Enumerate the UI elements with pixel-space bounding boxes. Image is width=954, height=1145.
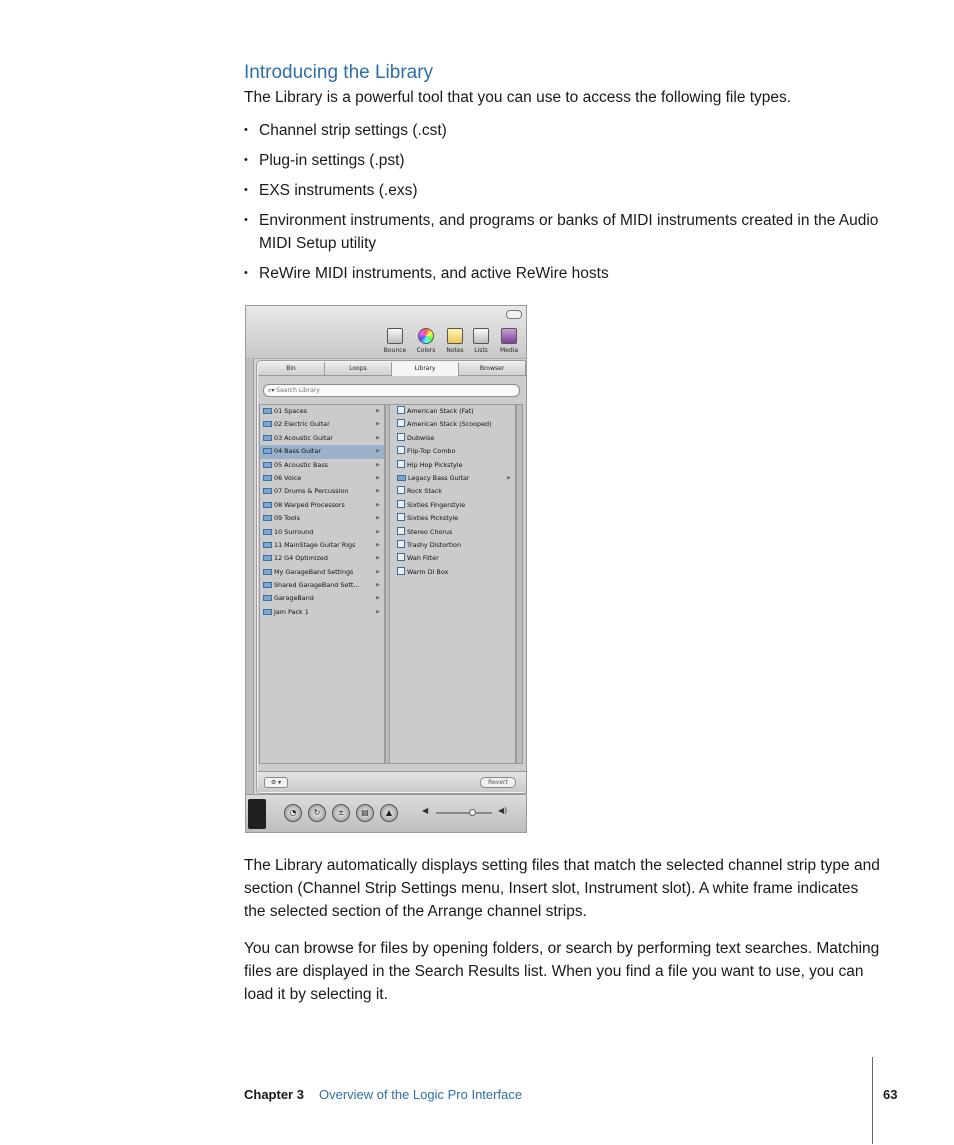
folder-label: 03 Acoustic Guitar [274,433,333,442]
document-icon: ▤ [361,808,369,817]
folder-label: Shared GarageBand Sett… [274,581,360,590]
folder-label: 09 Tools [274,514,300,523]
media-tabs [258,362,526,376]
folder-icon [263,435,272,441]
list-item: • EXS instruments (.exs) [244,179,884,202]
folder-icon [263,515,272,521]
setting-label: Sixties Pickstyle [407,514,459,523]
colors-icon [418,328,434,344]
chevron-right-icon: ▶ [376,582,380,589]
media-toggle-button[interactable] [356,804,374,822]
media-button[interactable] [494,328,524,354]
folder-icon [263,555,272,561]
setting-item[interactable] [390,472,515,485]
setting-label: Warm DI Box [407,567,449,576]
folder-item[interactable] [260,432,384,445]
arrange-area-edge [246,358,254,798]
tuner-icon: ◔ [289,808,297,817]
setting-label: Trashy Distortion [407,540,462,549]
folder-label: My GarageBand Settings [274,567,354,576]
tab-loops[interactable]: Loops [325,362,392,376]
setting-item[interactable] [390,432,515,445]
folder-label: 05 Acoustic Bass [274,460,329,469]
folder-icon [263,609,272,615]
setting-item[interactable] [390,539,515,552]
folder-icon [263,421,272,427]
channel-strip-setting-icon [397,527,405,535]
folder-item[interactable] [260,539,384,552]
folder-label: 01 Spaces [274,407,307,415]
folder-item[interactable] [260,499,384,512]
folder-label: GarageBand [274,594,314,603]
channel-strip-setting-icon [397,486,405,494]
media-icon [501,328,517,344]
bounce-button[interactable] [380,328,410,354]
search-icon: ⌕▾ [268,387,275,394]
folder-item[interactable] [260,512,384,525]
folder-icon [263,529,272,535]
speaker-low-icon: ◀ [422,806,429,815]
chevron-right-icon: ▶ [376,434,380,441]
channel-strip-setting-icon [397,567,405,575]
channel-strip-setting-icon [397,446,405,454]
list-item: • ReWire MIDI instruments, and active ReWire hosts [244,262,884,285]
folder-label: 10 Surround [274,527,314,536]
chevron-right-icon: ▶ [376,488,380,495]
lcd-display [248,799,266,829]
folder-icon [263,462,272,468]
search-placeholder: Search Library [276,387,320,394]
bounce-label: Bounce [383,347,407,354]
setting-label: Flip-Top Combo [407,447,456,456]
notes-label: Notes [446,347,464,354]
folder-icon [263,488,272,494]
setting-item[interactable] [390,485,515,498]
volume-slider-knob[interactable] [469,809,476,816]
setting-label: Rock Stack [407,487,443,496]
chevron-right-icon: ▶ [376,608,380,615]
setting-label: Wah Filter [407,554,439,563]
revert-button[interactable]: Revert [480,777,516,788]
folder-label: 11 MainStage Guitar Rigs [274,540,356,549]
section-heading: Introducing the Library [244,62,434,83]
setting-item[interactable] [390,566,515,579]
setting-item[interactable] [390,526,515,539]
folder-item[interactable] [260,526,384,539]
setting-item[interactable] [390,512,515,525]
colors-label: Colors [416,347,436,354]
page-number: 63 [883,1087,898,1102]
volume-slider[interactable] [436,812,492,814]
footer-chapter: Chapter 3 [244,1087,304,1102]
folder-item[interactable] [260,566,384,579]
setting-label: Stereo Chorus [407,527,453,536]
notes-icon [447,328,463,344]
tab-browser[interactable]: Browser [459,362,526,376]
chevron-right-icon: ▶ [376,541,380,548]
folder-icon [263,502,272,508]
tuner-button[interactable] [284,804,302,822]
folder-item[interactable] [260,418,384,431]
footer-chapter-title: Overview of the Logic Pro Interface [319,1087,523,1102]
list-item: • Channel strip settings (.cst) [244,119,884,142]
setting-label: Hip Hop Pickstyle [407,460,463,469]
cycle-button[interactable] [308,804,326,822]
folder-column [259,404,385,764]
setting-label: American Stack (Scooped) [407,420,492,429]
folder-item[interactable] [260,472,384,485]
cycle-icon: ↻ [313,808,321,817]
channel-strip-setting-icon [397,433,405,441]
chevron-right-icon: ▶ [376,461,380,468]
speaker-high-icon: ◀) [498,806,508,815]
toolbar-toggle-button[interactable] [506,310,522,319]
folder-item[interactable] [260,485,384,498]
list-item: • Environment instruments, and programs or banks of MIDI instruments created in the Audio MIDI Setup utility [244,209,884,255]
channel-strip-setting-icon [397,513,405,521]
chevron-right-icon: ▶ [376,421,380,428]
channel-strip-setting-icon [397,460,405,468]
folder-label: 08 Warped Processors [274,500,345,509]
colors-button[interactable] [411,328,441,354]
library-bottom-bar [258,771,526,792]
folder-label: 06 Voice [274,473,302,482]
chevron-right-icon: ▶ [376,474,380,481]
channel-strip-setting-icon [397,419,405,427]
channel-strip-setting-icon [397,553,405,561]
list-item: • Plug-in settings (.pst) [244,149,884,172]
setting-item[interactable] [390,418,515,431]
paragraph-library-browse: You can browse for files by opening folders, or search by performing text searches. Matching files are displayed in the Search Results list. When you find a file you want to use, you can load it by selecting it. [244,940,880,1003]
folder-icon [263,542,272,548]
folder-item[interactable] [260,579,384,592]
settings-column-scrollbar[interactable] [516,404,523,764]
folder-icon [263,408,272,414]
intro-text: The Library is a powerful tool that you can use to access the following file types. [244,89,792,106]
folder-label: 02 Electric Guitar [274,420,330,429]
tab-bin[interactable]: Bin [258,362,325,376]
tab-library[interactable]: Library [392,362,459,376]
folder-label: 12 G4 Optimized [274,554,328,563]
gear-icon: ⚙ ▾ [270,779,282,786]
count-in-icon: ± [337,808,345,817]
lists-label: Lists [474,347,488,354]
chevron-right-icon: ▶ [376,528,380,535]
setting-item[interactable] [390,499,515,512]
search-library-field[interactable] [263,384,520,397]
bounce-icon [387,328,403,344]
chevron-right-icon: ▶ [507,474,511,481]
folder-icon [263,569,272,575]
media-label: Media [499,347,519,354]
channel-strip-setting-icon [397,540,405,548]
setting-item[interactable] [390,552,515,565]
folder-icon [263,448,272,454]
setting-label: Sixties Fingerstyle [407,500,466,509]
setting-item[interactable] [390,445,515,458]
chevron-right-icon: ▶ [376,568,380,575]
channel-strip-setting-icon [397,406,405,414]
metronome-icon: ▲ [385,808,393,817]
setting-label: Legacy Bass Guitar [408,473,470,482]
folder-item[interactable] [260,606,384,619]
setting-label: Dubwise [407,433,435,442]
folder-item[interactable] [260,592,384,605]
library-panel [257,361,527,793]
chevron-right-icon: ▶ [376,448,380,455]
paragraph-library-display: The Library automatically displays setting files that match the selected channel strip type and section (Channel Strip Settings menu, Insert slot, Instrument slot). A white frame indicates the selected section of the Arrange channel strips. [244,857,880,920]
chevron-right-icon: ▶ [376,408,380,414]
chevron-right-icon: ▶ [376,501,380,508]
toolbar [246,306,526,359]
folder-label: 04 Bass Guitar [274,447,321,456]
folder-item-selected[interactable] [260,445,384,458]
folder-icon [263,595,272,601]
folder-icon [263,582,272,588]
action-menu-button[interactable] [264,777,288,788]
metronome-count-button[interactable] [332,804,350,822]
setting-item[interactable] [390,459,515,472]
folder-item[interactable] [260,552,384,565]
footer-divider [872,1057,873,1144]
folder-item[interactable] [260,459,384,472]
folder-label: 07 Drums & Percussion [274,487,349,496]
library-screenshot [245,305,527,833]
folder-label: Jam Pack 1 [274,607,309,616]
channel-strip-setting-icon [397,500,405,508]
chevron-right-icon: ▶ [376,515,380,522]
lists-button[interactable] [466,328,496,354]
folder-icon [263,475,272,481]
chevron-right-icon: ▶ [376,555,380,562]
file-types-list [244,119,884,292]
lists-icon [473,328,489,344]
chevron-right-icon: ▶ [376,595,380,602]
transport-bar [246,794,526,833]
folder-item[interactable] [260,405,384,418]
setting-item[interactable] [390,405,515,418]
setting-label: American Stack (Fat) [407,407,474,415]
folder-icon [397,475,406,481]
settings-column [389,404,516,764]
metronome-button[interactable] [380,804,398,822]
